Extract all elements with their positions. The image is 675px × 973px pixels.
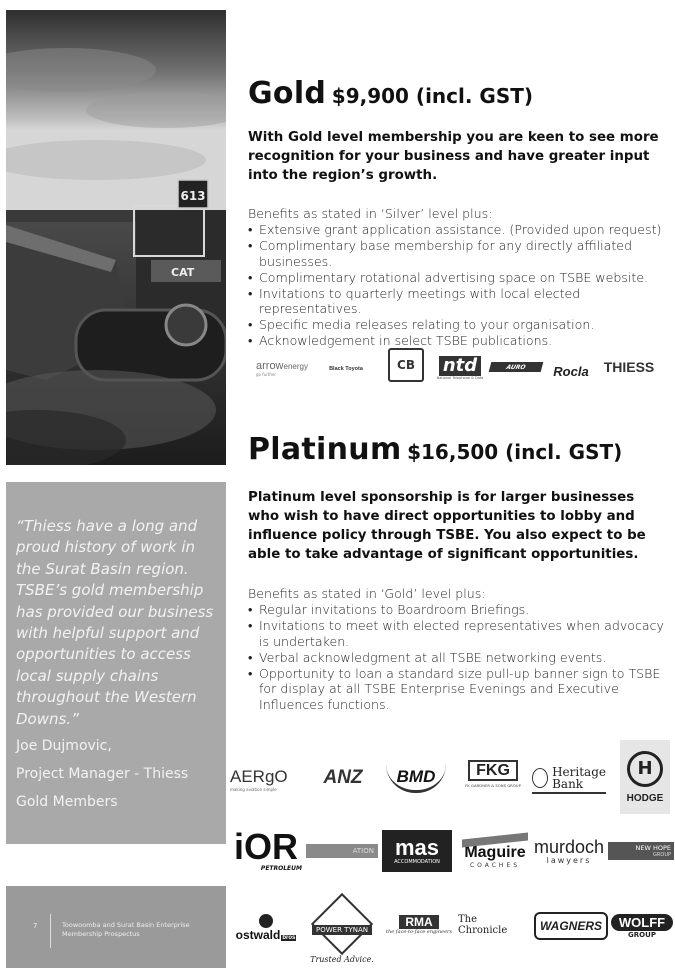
mas-logo-sub: ACCOMMODATION	[394, 859, 440, 865]
thiess-logo: THIESS	[603, 359, 655, 375]
cat-logo: CAT	[171, 266, 195, 279]
fkg-logo	[462, 756, 524, 792]
ntd-logo-tag: National Telephone & Data	[436, 376, 484, 380]
gold-benefits	[248, 206, 673, 349]
testimonial-role: Project Manager - Thiess	[16, 766, 189, 782]
arrow-energy-logo	[256, 354, 318, 382]
gold-benefit-item: • Complimentary rotational advertising space on TSBE website.	[248, 270, 673, 286]
fkg-logo-sub: FK GARDNER & SONS GROUP	[465, 783, 521, 788]
gold-benefit-item: • Extensive grant application assistance. (Provided upon request)	[248, 222, 673, 238]
platinum-tier-price: $16,500 (incl. GST)	[407, 440, 623, 464]
arrow-logo-energy: energy	[283, 361, 308, 371]
gold-intro: With Gold level membership you are keen to see more recognition for your business and have greater input into the region’s growth.	[248, 130, 659, 183]
mas-logo-text: mas	[394, 835, 440, 860]
new-hope-logo	[608, 842, 674, 860]
ior-logo	[230, 825, 302, 872]
gold-tier-name: Gold	[248, 76, 327, 111]
auro-logo: AURO	[489, 362, 544, 372]
arrow-logo-text: arrow	[256, 359, 284, 372]
arrow-logo-tag: go further	[256, 371, 277, 377]
cb-logo: CB	[388, 348, 424, 382]
gold-benefit-item: • Acknowledgement in select TSBE publications.	[248, 333, 673, 349]
platinum-benefit-item: • Verbal acknowledgment at all TSBE networking events.	[248, 650, 668, 666]
bulldozer-photo	[6, 10, 226, 465]
rma-logo	[382, 910, 456, 940]
platinum-benefits	[248, 586, 668, 713]
wolff-logo-text: WOLFF	[611, 914, 673, 931]
hodge-logo-text: HODGE	[626, 792, 664, 804]
power-tynan-logo	[306, 894, 378, 966]
aergo-logo	[230, 764, 304, 794]
wolff-logo-sub: GROUP	[628, 930, 656, 939]
platinum-heading	[248, 432, 622, 467]
gold-benefit-item: • Invitations to quarterly meetings with local elected representatives.	[248, 286, 673, 318]
bmd-logo: BMD	[386, 764, 446, 793]
gold-benefit-item: • Complimentary base membership for any directly affiliated businesses.	[248, 238, 673, 270]
platinum-benefit-item: • Opportunity to loan a standard size pull-up banner sign to TSBE for display at all TSBE Enterprise Evenings and Executive Influences functions.	[248, 666, 668, 714]
testimonial-name: Joe Dujmovic,	[16, 738, 112, 754]
heritage-bank-text: Heritage	[552, 765, 606, 779]
ostwald-logo-text: ostwald	[235, 928, 281, 942]
murdoch-logo-sub: lawyers	[546, 855, 592, 865]
power-tynan-tag: Trusted Advice.	[310, 955, 374, 964]
aergo-logo-text: AERgO	[230, 766, 288, 786]
maguire-logo-text: Maguire	[464, 843, 526, 861]
heritage-bank-text2: Bank	[552, 777, 584, 791]
hodge-logo-emblem: H	[627, 751, 663, 787]
page-number: 7	[33, 922, 38, 930]
heritage-bank-logo	[532, 764, 606, 794]
rma-logo-text: RMA	[399, 915, 438, 929]
the-chronicle-logo: The Chronicle	[458, 914, 508, 936]
rocla-logo: Rocla	[553, 363, 589, 379]
gold-benefits-heading: Benefits as stated in ‘Silver’ level plus:	[248, 206, 493, 221]
platinum-tier-name: Platinum	[248, 432, 402, 467]
fkg-logo-text: FKG	[468, 760, 518, 781]
wolff-group-logo	[610, 908, 674, 944]
maguire-logo	[460, 832, 530, 872]
rma-logo-tag: the face-to-face engineers	[385, 929, 453, 935]
maguire-logo-sub: COACHES	[469, 861, 521, 869]
ntd-logo-text: ntd	[439, 356, 481, 376]
ostwald-logo-sub: bros	[282, 935, 296, 941]
ior-logo-sub: PETROLEUM	[260, 864, 302, 872]
wagners-logo: WAGNERS	[534, 912, 608, 940]
ostwald-emblem	[259, 914, 273, 928]
gold-benefit-item: • Specific media releases relating to your organisation.	[248, 317, 673, 333]
platinum-intro: Platinum level sponsorship is for larger businesses who wish to have direct opportunities to lobby and influence policy through TSBE. You also expect to be able to take advantage of significant opportunities.	[248, 490, 646, 562]
testimonial-tier: Gold Members	[16, 794, 118, 810]
ior-logo-text: iOR	[233, 825, 298, 867]
footer-title: Toowoomba and Surat Basin Enterprise Membership Prospectus	[62, 921, 190, 938]
new-hope-logo-sub: GROUP	[653, 851, 671, 858]
gold-heading	[248, 76, 533, 111]
power-tynan-diamond	[311, 893, 373, 955]
murdoch-logo-text: murdoch	[533, 836, 605, 857]
testimonial-panel	[6, 482, 226, 844]
heritage-bank-emblem	[532, 768, 548, 788]
footer-divider	[50, 914, 51, 948]
black-toyota-logo: Black Toyota	[329, 366, 363, 372]
aergo-logo-tag: making aviation simple	[230, 786, 277, 792]
station-logo: ATION	[306, 844, 378, 858]
hodge-logo	[620, 740, 670, 814]
new-hope-logo-text: NEW HOPE	[635, 843, 671, 852]
ntd-logo	[433, 354, 487, 382]
anz-logo: ANZ	[323, 767, 363, 788]
power-tynan-text: POWER TYNAN	[312, 925, 372, 935]
ostwald-logo	[236, 908, 296, 948]
testimonial-quote: “Thiess have a long and proud history of work in the Surat Basin region. TSBE’s gold membership has provided our business with helpful support and opportunities to access local supply chains throughout the Western Downs.”	[16, 517, 214, 728]
machine-number: 613	[180, 189, 206, 203]
murdoch-logo	[532, 834, 606, 868]
platinum-benefit-item: • Invitations to meet with elected representatives when advocacy is undertaken.	[248, 618, 668, 650]
footer-panel	[6, 886, 226, 968]
mas-logo	[382, 830, 452, 872]
gold-tier-price: $9,900 (incl. GST)	[331, 84, 534, 108]
platinum-benefit-item: • Regular invitations to Boardroom Briefings.	[248, 602, 668, 618]
platinum-benefits-heading: Benefits as stated in ‘Gold’ level plus:	[248, 586, 486, 601]
